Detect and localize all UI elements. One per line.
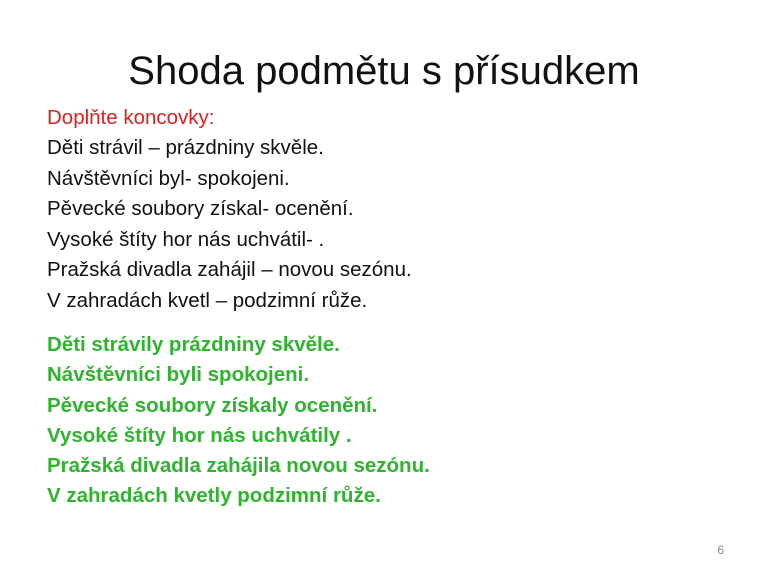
exercise-list	[47, 133, 412, 316]
exercise-line: Návštěvníci byl- spokojeni.	[47, 166, 290, 190]
answer-line: Děti strávily prázdniny skvěle.	[47, 333, 340, 356]
answer-line: Vysoké štíty hor nás uchvátily .	[47, 423, 352, 447]
exercise-line: V zahradách kvetl – podzimní růže.	[47, 288, 368, 312]
exercise-line: Děti strávil – prázdniny skvěle.	[47, 136, 324, 159]
answer-line: Pěvecké soubory získaly ocenění.	[47, 393, 378, 417]
page-number: 6	[717, 543, 724, 557]
exercise-line: Vysoké štíty hor nás uchvátil- .	[47, 227, 325, 251]
answer-line: Návštěvníci byli spokojeni.	[47, 363, 310, 387]
answer-list	[47, 330, 430, 512]
exercise-line: Pražská divadla zahájil – novou sezónu.	[47, 258, 412, 281]
answer-line: V zahradách kvetly podzimní růže.	[47, 484, 381, 508]
exercise-line: Pěvecké soubory získal- ocenění.	[47, 197, 354, 220]
slide-title: Shoda podmětu s přísudkem	[128, 49, 640, 93]
exercise-prompt: Doplňte koncovky:	[47, 106, 215, 129]
answer-line: Pražská divadla zahájila novou sezónu.	[47, 454, 430, 478]
